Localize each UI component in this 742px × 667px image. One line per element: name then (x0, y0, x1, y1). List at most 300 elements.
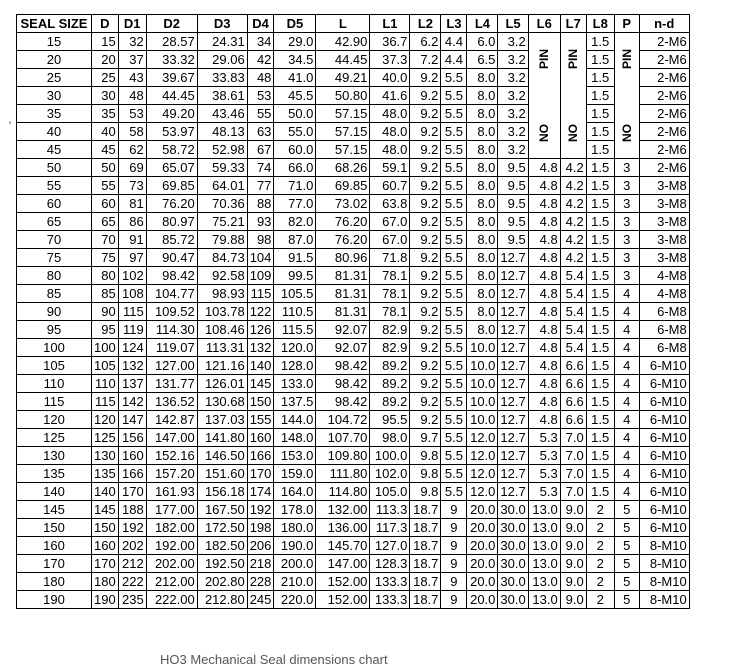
table-cell: 1.5 (586, 321, 614, 339)
table-cell: 2-M6 (639, 141, 689, 159)
table-cell: 20.0 (467, 501, 498, 519)
table-cell: 9.2 (410, 267, 441, 285)
table-cell: 30.0 (498, 501, 528, 519)
table-cell: 235 (118, 591, 146, 609)
column-header: n-d (639, 15, 689, 33)
table-cell: 4.8 (528, 321, 560, 339)
table-cell: 180.0 (274, 519, 316, 537)
table-cell: 135 (92, 465, 119, 483)
table-cell: 7.0 (560, 447, 586, 465)
table-cell: 4.8 (528, 411, 560, 429)
table-cell: 76.20 (146, 195, 197, 213)
table-cell: 6-M10 (639, 411, 689, 429)
table-cell: 5.4 (560, 267, 586, 285)
table-cell: 20.0 (467, 555, 498, 573)
table-cell: 8.0 (467, 213, 498, 231)
table-cell: 90 (92, 303, 119, 321)
table-cell: 180 (92, 573, 119, 591)
table-cell: 48.0 (370, 105, 410, 123)
table-cell: 8.0 (467, 141, 498, 159)
table-cell: 1.5 (586, 303, 614, 321)
column-header: D5 (274, 15, 316, 33)
table-cell: 81.31 (316, 267, 370, 285)
table-cell: 71.0 (274, 177, 316, 195)
table-cell: 9.2 (410, 69, 441, 87)
table-cell: 1.5 (586, 123, 614, 141)
table-cell: 5.4 (560, 339, 586, 357)
table-cell: 97 (118, 249, 146, 267)
table-cell: 9.2 (410, 357, 441, 375)
table-cell: 133.3 (370, 573, 410, 591)
column-header: P (614, 15, 639, 33)
table-cell: 115.5 (274, 321, 316, 339)
no-label: NO (537, 123, 552, 142)
table-cell: 58 (118, 123, 146, 141)
table-cell: 3 (614, 267, 639, 285)
table-cell: 12.7 (498, 465, 528, 483)
table-cell: 166 (118, 465, 146, 483)
table-cell: 105.5 (274, 285, 316, 303)
table-cell: 45 (92, 141, 119, 159)
table-cell: 9 (441, 591, 467, 609)
table-cell: 40 (92, 123, 119, 141)
table-cell: 140 (92, 483, 119, 501)
table-cell: 25 (17, 69, 92, 87)
table-cell: 1.5 (586, 285, 614, 303)
table-cell: 9.2 (410, 321, 441, 339)
column-header: L7 (560, 15, 586, 33)
table-cell: 82.9 (370, 321, 410, 339)
table-cell: 159.0 (274, 465, 316, 483)
table-row (17, 267, 690, 285)
table-cell: 192 (118, 519, 146, 537)
table-cell: 102.0 (370, 465, 410, 483)
table-cell: 5.5 (441, 159, 467, 177)
table-cell: 156.18 (197, 483, 247, 501)
table-cell: 180 (17, 573, 92, 591)
table-cell: 148.0 (274, 429, 316, 447)
table-cell: 82.0 (274, 213, 316, 231)
table-cell: 10.0 (467, 339, 498, 357)
table-cell: 9.2 (410, 105, 441, 123)
table-cell: 124 (118, 339, 146, 357)
table-cell: 202 (118, 537, 146, 555)
table-cell: 98.42 (146, 267, 197, 285)
column-header: D1 (118, 15, 146, 33)
table-cell: 5.3 (528, 447, 560, 465)
table-cell: 40 (17, 123, 92, 141)
table-cell: 84.73 (197, 249, 247, 267)
table-cell: 85 (92, 285, 119, 303)
table-row (17, 339, 690, 357)
table-cell: 142 (118, 393, 146, 411)
table-cell: 136.00 (316, 519, 370, 537)
no-label: NO (566, 123, 581, 142)
table-cell: 53 (118, 105, 146, 123)
table-cell: 52.98 (197, 141, 247, 159)
table-cell: 12.7 (498, 429, 528, 447)
table-cell: 6.6 (560, 393, 586, 411)
table-cell: 6-M10 (639, 429, 689, 447)
table-cell: 3-M8 (639, 177, 689, 195)
table-cell: 5 (614, 501, 639, 519)
table-cell: 105 (17, 357, 92, 375)
table-cell: 131.77 (146, 375, 197, 393)
table-cell: 8.0 (467, 249, 498, 267)
table-row (17, 33, 690, 51)
table-cell: 64.01 (197, 177, 247, 195)
table-cell: 2-M6 (639, 123, 689, 141)
table-header-row (17, 15, 690, 33)
table-cell: 13.0 (528, 501, 560, 519)
table-cell: 9.2 (410, 411, 441, 429)
table-cell: 9.7 (410, 429, 441, 447)
column-header: L2 (410, 15, 441, 33)
table-cell: 43 (118, 69, 146, 87)
table-cell: 4.8 (528, 375, 560, 393)
table-cell: 24.31 (197, 33, 247, 51)
table-cell: 122 (247, 303, 274, 321)
table-cell: 1.5 (586, 375, 614, 393)
table-cell: 210.0 (274, 573, 316, 591)
table-cell: 79.88 (197, 231, 247, 249)
table-cell: 104 (247, 249, 274, 267)
table-cell: 78.1 (370, 303, 410, 321)
table-cell: 9.2 (410, 159, 441, 177)
table-cell: 95.5 (370, 411, 410, 429)
table-cell: 111.80 (316, 465, 370, 483)
table-cell: 20.0 (467, 537, 498, 555)
table-cell: 150 (17, 519, 92, 537)
table-cell: 188 (118, 501, 146, 519)
table-cell: 5.5 (441, 411, 467, 429)
table-cell: 98.42 (316, 357, 370, 375)
table-cell: 8.0 (467, 69, 498, 87)
table-cell: 4.8 (528, 285, 560, 303)
table-cell: 3.2 (498, 51, 528, 69)
table-cell: 12.7 (498, 339, 528, 357)
table-cell: 12.0 (467, 429, 498, 447)
table-cell: 127.00 (146, 357, 197, 375)
table-cell: 1.5 (586, 105, 614, 123)
table-row (17, 141, 690, 159)
table-cell: 48 (118, 87, 146, 105)
table-cell: 104.72 (316, 411, 370, 429)
table-cell: 75 (17, 249, 92, 267)
table-cell: 9.2 (410, 339, 441, 357)
table-cell: 69 (118, 159, 146, 177)
table-cell: 2-M6 (639, 51, 689, 69)
table-cell: 75 (92, 249, 119, 267)
table-cell: 108.46 (197, 321, 247, 339)
table-cell: 161.93 (146, 483, 197, 501)
table-cell: 55 (247, 105, 274, 123)
table-cell: 147 (118, 411, 146, 429)
table-cell: 5 (614, 573, 639, 591)
table-cell: 8.0 (467, 267, 498, 285)
table-cell: 9.2 (410, 87, 441, 105)
table-cell: 13.0 (528, 537, 560, 555)
table-cell: 90 (17, 303, 92, 321)
table-cell: 60 (17, 195, 92, 213)
table-cell: 133.3 (370, 591, 410, 609)
table-cell: 228 (247, 573, 274, 591)
table-cell: 10.0 (467, 357, 498, 375)
table-cell: 62 (118, 141, 146, 159)
table-cell: 9.0 (560, 591, 586, 609)
table-cell: 35 (17, 105, 92, 123)
table-cell: 50 (92, 159, 119, 177)
table-cell: 48.0 (370, 123, 410, 141)
table-cell: 127.0 (370, 537, 410, 555)
table-cell: 3 (614, 213, 639, 231)
table-cell: 78.1 (370, 267, 410, 285)
table-cell: 9.0 (560, 555, 586, 573)
table-cell: 85 (17, 285, 92, 303)
table-cell: 1.5 (586, 69, 614, 87)
table-cell: 5.5 (441, 87, 467, 105)
table-cell: 1.5 (586, 411, 614, 429)
table-cell: 1.5 (586, 447, 614, 465)
table-cell: 41.6 (370, 87, 410, 105)
table-cell: 5.5 (441, 339, 467, 357)
margin-tick-mark: ' (9, 120, 12, 132)
table-cell: 73.02 (316, 195, 370, 213)
table-cell: 98.93 (197, 285, 247, 303)
column-header: D2 (146, 15, 197, 33)
table-cell: 192 (247, 501, 274, 519)
table-cell: 245 (247, 591, 274, 609)
table-cell: 4 (614, 429, 639, 447)
table-cell: 206 (247, 537, 274, 555)
table-cell: 100 (17, 339, 92, 357)
table-cell: 18.7 (410, 519, 441, 537)
table-cell: 80 (92, 267, 119, 285)
table-cell: 1.5 (586, 213, 614, 231)
table-cell: 9.0 (560, 537, 586, 555)
table-cell: 4 (614, 447, 639, 465)
table-cell: 3 (614, 231, 639, 249)
table-cell: 9.5 (498, 159, 528, 177)
table-cell: 65 (92, 213, 119, 231)
table-cell: 81.31 (316, 285, 370, 303)
table-cell: 58.72 (146, 141, 197, 159)
table-cell: 37.3 (370, 51, 410, 69)
table-cell: 4.2 (560, 177, 586, 195)
table-cell: 144.0 (274, 411, 316, 429)
table-row (17, 303, 690, 321)
table-cell: 76.20 (316, 231, 370, 249)
table-cell: 67.0 (370, 231, 410, 249)
table-cell: 9 (441, 537, 467, 555)
table-cell: 25 (92, 69, 119, 87)
table-cell: 140 (17, 483, 92, 501)
table-cell: 15 (92, 33, 119, 51)
table-cell: 12.7 (498, 375, 528, 393)
table-cell: 141.80 (197, 429, 247, 447)
table-cell: 6-M10 (639, 375, 689, 393)
table-cell: 9.2 (410, 177, 441, 195)
table-cell: 1.5 (586, 87, 614, 105)
table-cell: 53.97 (146, 123, 197, 141)
table-cell: 156 (118, 429, 146, 447)
table-cell: 40.0 (370, 69, 410, 87)
table-cell: 9.2 (410, 213, 441, 231)
pin-label: PIN (537, 48, 552, 69)
table-cell: 42 (247, 51, 274, 69)
table-cell: 80 (17, 267, 92, 285)
table-cell: 69.85 (146, 177, 197, 195)
table-cell: 182.50 (197, 537, 247, 555)
table-cell: 34 (247, 33, 274, 51)
table-cell: 5.3 (528, 483, 560, 501)
table-cell: 174 (247, 483, 274, 501)
table-cell: 9 (441, 519, 467, 537)
column-header: D3 (197, 15, 247, 33)
table-cell: 7.0 (560, 465, 586, 483)
table-cell: 1.5 (586, 159, 614, 177)
table-cell: 38.61 (197, 87, 247, 105)
table-cell: 6.6 (560, 375, 586, 393)
table-cell: 49.20 (146, 105, 197, 123)
table-cell: 157.20 (146, 465, 197, 483)
table-cell: 160 (118, 447, 146, 465)
table-cell: 105.0 (370, 483, 410, 501)
table-cell: 10.0 (467, 375, 498, 393)
table-cell: 137.03 (197, 411, 247, 429)
table-cell: 121.16 (197, 357, 247, 375)
table-cell: 8.0 (467, 105, 498, 123)
table-cell: 57.15 (316, 105, 370, 123)
table-cell: 39.67 (146, 69, 197, 87)
table-row (17, 483, 690, 501)
table-cell: 130 (17, 447, 92, 465)
table-cell: 65.07 (146, 159, 197, 177)
table-cell: 6-M8 (639, 303, 689, 321)
table-cell: 33.32 (146, 51, 197, 69)
table-cell: 5.5 (441, 483, 467, 501)
table-cell: 6-M10 (639, 483, 689, 501)
table-cell: 212.80 (197, 591, 247, 609)
table-cell: 132 (118, 357, 146, 375)
table-row (17, 195, 690, 213)
table-cell: 12.0 (467, 483, 498, 501)
table-cell: 9.2 (410, 285, 441, 303)
seal-dimension-table (16, 14, 690, 609)
pin-label: PIN (566, 48, 581, 69)
table-cell: 109.80 (316, 447, 370, 465)
table-cell: 12.7 (498, 393, 528, 411)
table-cell: 18.7 (410, 555, 441, 573)
table-cell: 4 (614, 339, 639, 357)
table-cell: 5 (614, 591, 639, 609)
table-cell: 3.2 (498, 69, 528, 87)
table-cell: 29.06 (197, 51, 247, 69)
table-cell: 34.5 (274, 51, 316, 69)
table-cell: 95 (17, 321, 92, 339)
table-cell: 63 (247, 123, 274, 141)
table-cell: 9 (441, 555, 467, 573)
table-cell: 12.7 (498, 321, 528, 339)
table-cell: 8.0 (467, 177, 498, 195)
table-cell: 1.5 (586, 267, 614, 285)
table-cell: 4 (614, 411, 639, 429)
table-cell: 104.77 (146, 285, 197, 303)
table-cell: 2-M6 (639, 33, 689, 51)
table-cell: 5.5 (441, 141, 467, 159)
table-cell: 5.5 (441, 177, 467, 195)
table-cell: 55.0 (274, 123, 316, 141)
table-row (17, 573, 690, 591)
table-cell: 4.8 (528, 195, 560, 213)
table-cell: 12.7 (498, 357, 528, 375)
table-cell: 120 (92, 411, 119, 429)
table-cell: 6-M10 (639, 501, 689, 519)
table-cell: 4.8 (528, 267, 560, 285)
table-cell: 3-M8 (639, 231, 689, 249)
table-cell: 4.2 (560, 159, 586, 177)
table-cell: 2 (586, 537, 614, 555)
table-cell: 4.8 (528, 213, 560, 231)
table-cell: 3-M8 (639, 249, 689, 267)
table-cell: 15 (17, 33, 92, 51)
table-cell: 4.2 (560, 231, 586, 249)
table-cell: 5.3 (528, 465, 560, 483)
table-cell: 89.2 (370, 375, 410, 393)
table-cell: 167.50 (197, 501, 247, 519)
table-cell: 10.0 (467, 411, 498, 429)
table-cell: 30.0 (498, 573, 528, 591)
table-cell: 98.0 (370, 429, 410, 447)
table-cell: 1.5 (586, 177, 614, 195)
table-row (17, 213, 690, 231)
table-cell: 182.00 (146, 519, 197, 537)
table-cell: 222.00 (146, 591, 197, 609)
table-cell: 30 (17, 87, 92, 105)
table-cell: 2 (586, 501, 614, 519)
table-cell: 8-M10 (639, 591, 689, 609)
table-cell: 37 (118, 51, 146, 69)
table-cell: 8.0 (467, 195, 498, 213)
table-cell: 119.07 (146, 339, 197, 357)
table-cell: 202.80 (197, 573, 247, 591)
table-cell: 86 (118, 213, 146, 231)
table-cell: 80.96 (316, 249, 370, 267)
table-cell: 9.0 (560, 519, 586, 537)
table-cell: 153.0 (274, 447, 316, 465)
table-cell: 6.2 (410, 33, 441, 51)
table-cell: 222 (118, 573, 146, 591)
table-cell: 9.2 (410, 141, 441, 159)
table-cell: 113.3 (370, 501, 410, 519)
pin-no-merged-cell (614, 33, 639, 159)
table-cell: 91.5 (274, 249, 316, 267)
table-cell: 9.2 (410, 123, 441, 141)
table-cell: 9.5 (498, 195, 528, 213)
table-cell: 105 (92, 357, 119, 375)
table-cell: 145 (247, 375, 274, 393)
table-cell: 128.0 (274, 357, 316, 375)
table-cell: 98.42 (316, 375, 370, 393)
table-cell: 91 (118, 231, 146, 249)
table-row (17, 321, 690, 339)
table-cell: 9.2 (410, 195, 441, 213)
table-cell: 59.1 (370, 159, 410, 177)
table-cell: 3.2 (498, 105, 528, 123)
table-cell: 3 (614, 195, 639, 213)
table-cell: 3.2 (498, 123, 528, 141)
table-row (17, 555, 690, 573)
